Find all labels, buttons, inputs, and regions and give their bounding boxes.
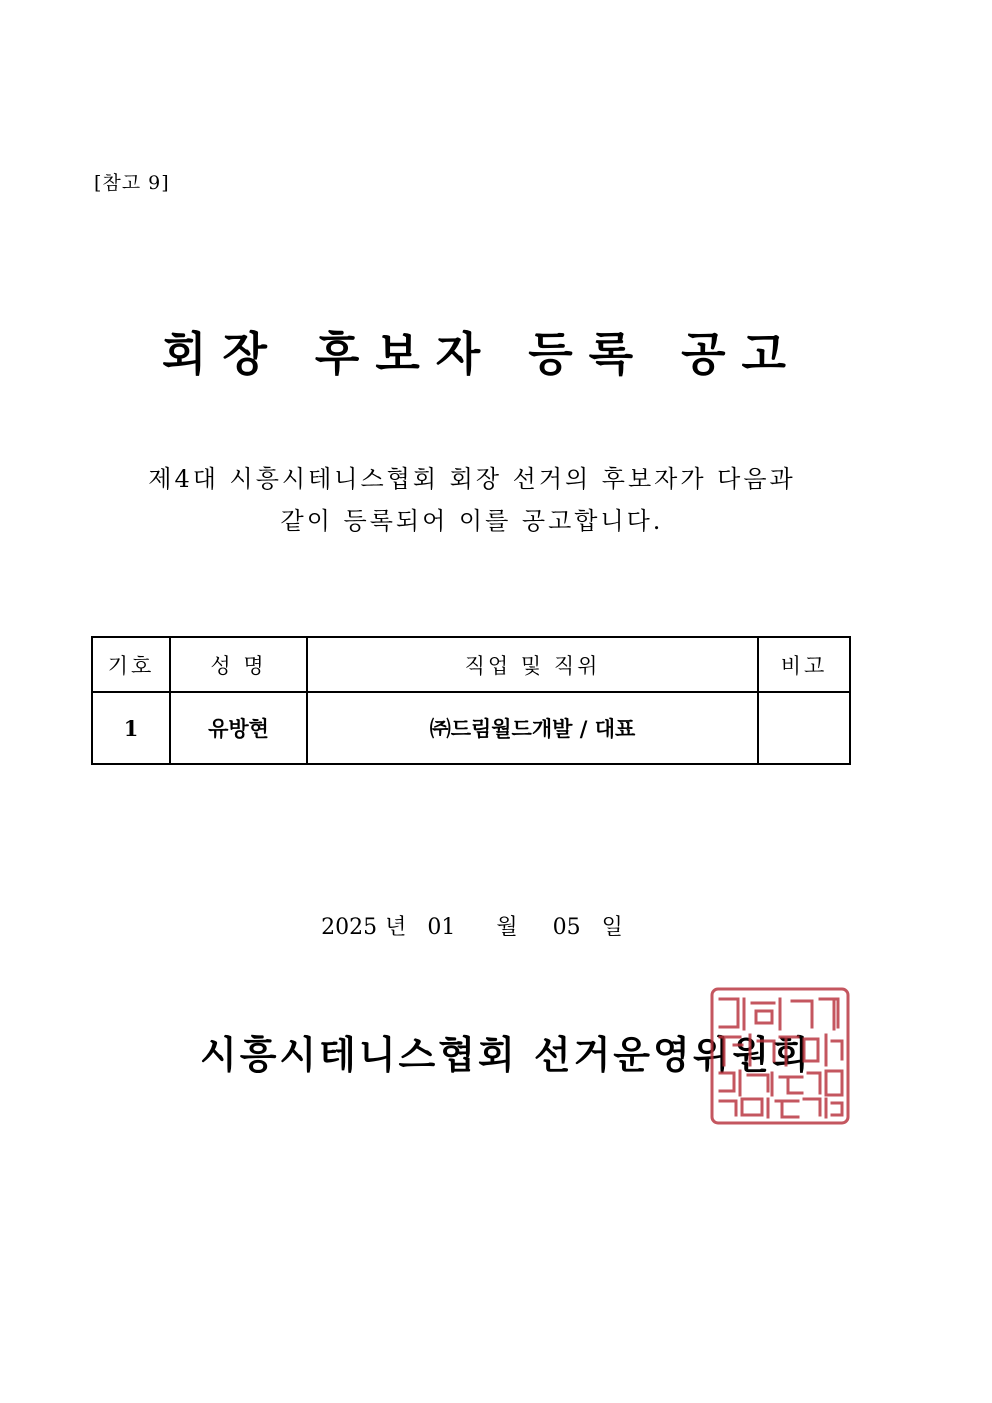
cell-occupation: ㈜드림월드개발 / 대표 [307,692,758,764]
header-note: 비고 [758,637,850,692]
date-month-unit: 월 [496,915,518,940]
header-number: 기호 [92,637,170,692]
cell-note [758,692,850,764]
reference-note: [참고 9] [94,172,170,194]
official-seal [708,985,852,1127]
table-row [92,692,850,764]
intro-line-1: 제4대 시흥시테니스협회 회장 선거의 후보자가 다음과 [148,465,796,493]
seal-stamp-graphic [708,985,852,1127]
candidate-table [91,636,851,765]
header-occupation: 직업 및 직위 [307,637,758,692]
intro-text [0,458,944,542]
cell-number: 1 [92,692,170,764]
cell-name: 유방현 [170,692,307,764]
date-year: 2025 [321,915,378,940]
committee-name: 시흥시테니스협회 선거운영위원회 [200,1032,812,1077]
intro-line-2: 같이 등록되어 이를 공고합니다. [280,507,664,535]
table-header-row [92,637,850,692]
date-month: 01 [427,915,456,940]
date-day-unit: 일 [601,915,623,940]
header-name: 성 명 [170,637,307,692]
announcement-date [0,910,944,941]
document-title: 회장 후보자 등록 공고 [162,327,802,381]
date-day: 05 [552,915,581,940]
date-year-unit: 년 [385,915,407,940]
